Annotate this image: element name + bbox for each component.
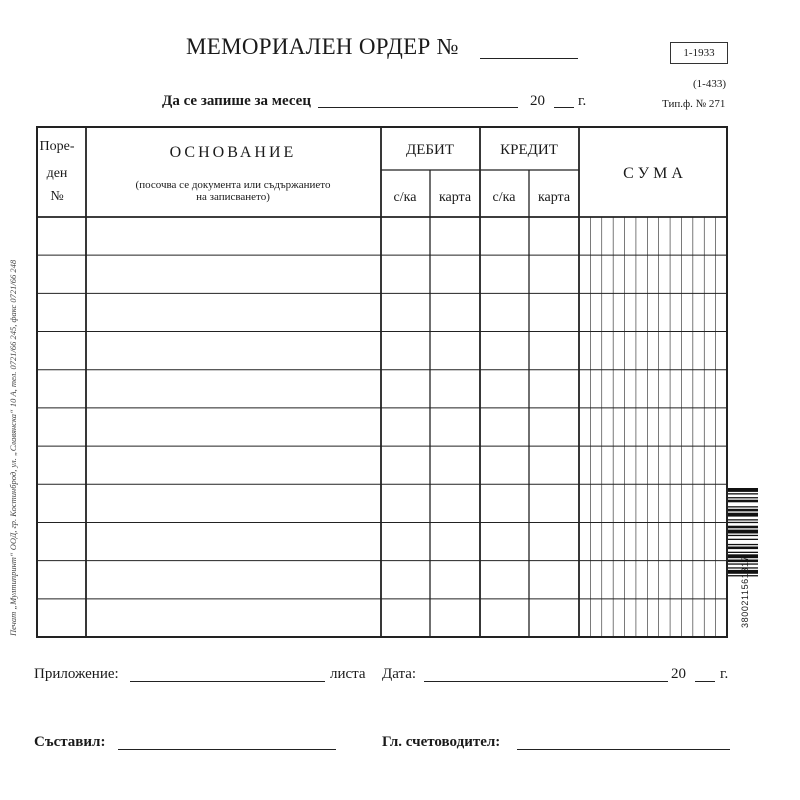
attachment-line <box>130 681 325 682</box>
sheets-label: листа <box>330 666 366 682</box>
credit-card-header: карта <box>537 190 571 205</box>
barcode-bar-0 <box>728 488 758 492</box>
barcode-bar-5 <box>728 509 758 512</box>
footer-year-suffix: г. <box>720 666 729 682</box>
barcode-bar-4 <box>728 506 758 507</box>
date-label: Дата: <box>382 666 417 682</box>
header-year-suffix: г. <box>578 93 587 109</box>
credit-account-header: с/ка <box>492 190 516 205</box>
debit-card-header: карта <box>438 190 472 205</box>
form-code-box: 1-1933 <box>670 42 728 64</box>
footer-year-line <box>695 681 715 682</box>
compiled-by-label: Съставил: <box>34 734 106 750</box>
barcode-bar-15 <box>728 552 758 553</box>
chief-accountant-label: Гл. счетоводител: <box>382 734 501 750</box>
col-sum-header: С У М А <box>623 165 683 182</box>
debit-account-header: с/ка <box>393 190 417 205</box>
col-number-header-1: Поре- <box>39 139 75 154</box>
barcode-digits: 3800211561317 <box>740 555 750 628</box>
col-basis-header: ОСНОВАНИЕ <box>169 144 297 161</box>
barcode-bar-12 <box>728 539 758 540</box>
barcode-bar-9 <box>728 526 758 529</box>
col-basis-hint-2: на записването) <box>196 191 270 203</box>
compiled-by-line <box>118 749 336 750</box>
alt-form-code: (1-433) <box>693 78 726 90</box>
col-debit-header: ДЕБИТ <box>405 142 455 158</box>
barcode-bar-1 <box>728 493 758 494</box>
barcode-bar-14 <box>728 547 758 550</box>
barcode-bar-13 <box>728 544 758 545</box>
barcode-bar-7 <box>728 519 758 520</box>
month-label: Да се запише за месец <box>162 93 311 109</box>
barcode-bar-6 <box>728 513 758 517</box>
header-year-prefix: 20 <box>530 93 545 109</box>
barcode-bar-2 <box>728 497 758 498</box>
printer-info-text: Печат „Мултипринт“ ООД, гр. Костинброд, ул. „Славянска“ 10 А, тел. 0721/66 245, факс 0721/66 248 <box>8 259 18 636</box>
col-number-header-3: № <box>50 189 64 204</box>
date-line <box>424 681 668 682</box>
col-basis-hint-1: (посочва се документа или съдържанието <box>135 179 331 191</box>
barcode-bar-10 <box>728 530 758 534</box>
chief-accountant-line <box>517 749 730 750</box>
col-credit-header: КРЕДИТ <box>500 142 558 158</box>
footer-year-prefix: 20 <box>671 666 686 682</box>
attachment-label: Приложение: <box>34 666 119 682</box>
barcode-bar-3 <box>728 500 758 503</box>
type-number: Тип.ф. № 271 <box>662 98 726 110</box>
document-title: МЕМОРИАЛЕН ОРДЕР № <box>186 34 459 59</box>
barcode-bar-8 <box>728 522 758 523</box>
col-number-header-2: ден <box>46 166 68 181</box>
barcode-bar-11 <box>728 535 758 536</box>
